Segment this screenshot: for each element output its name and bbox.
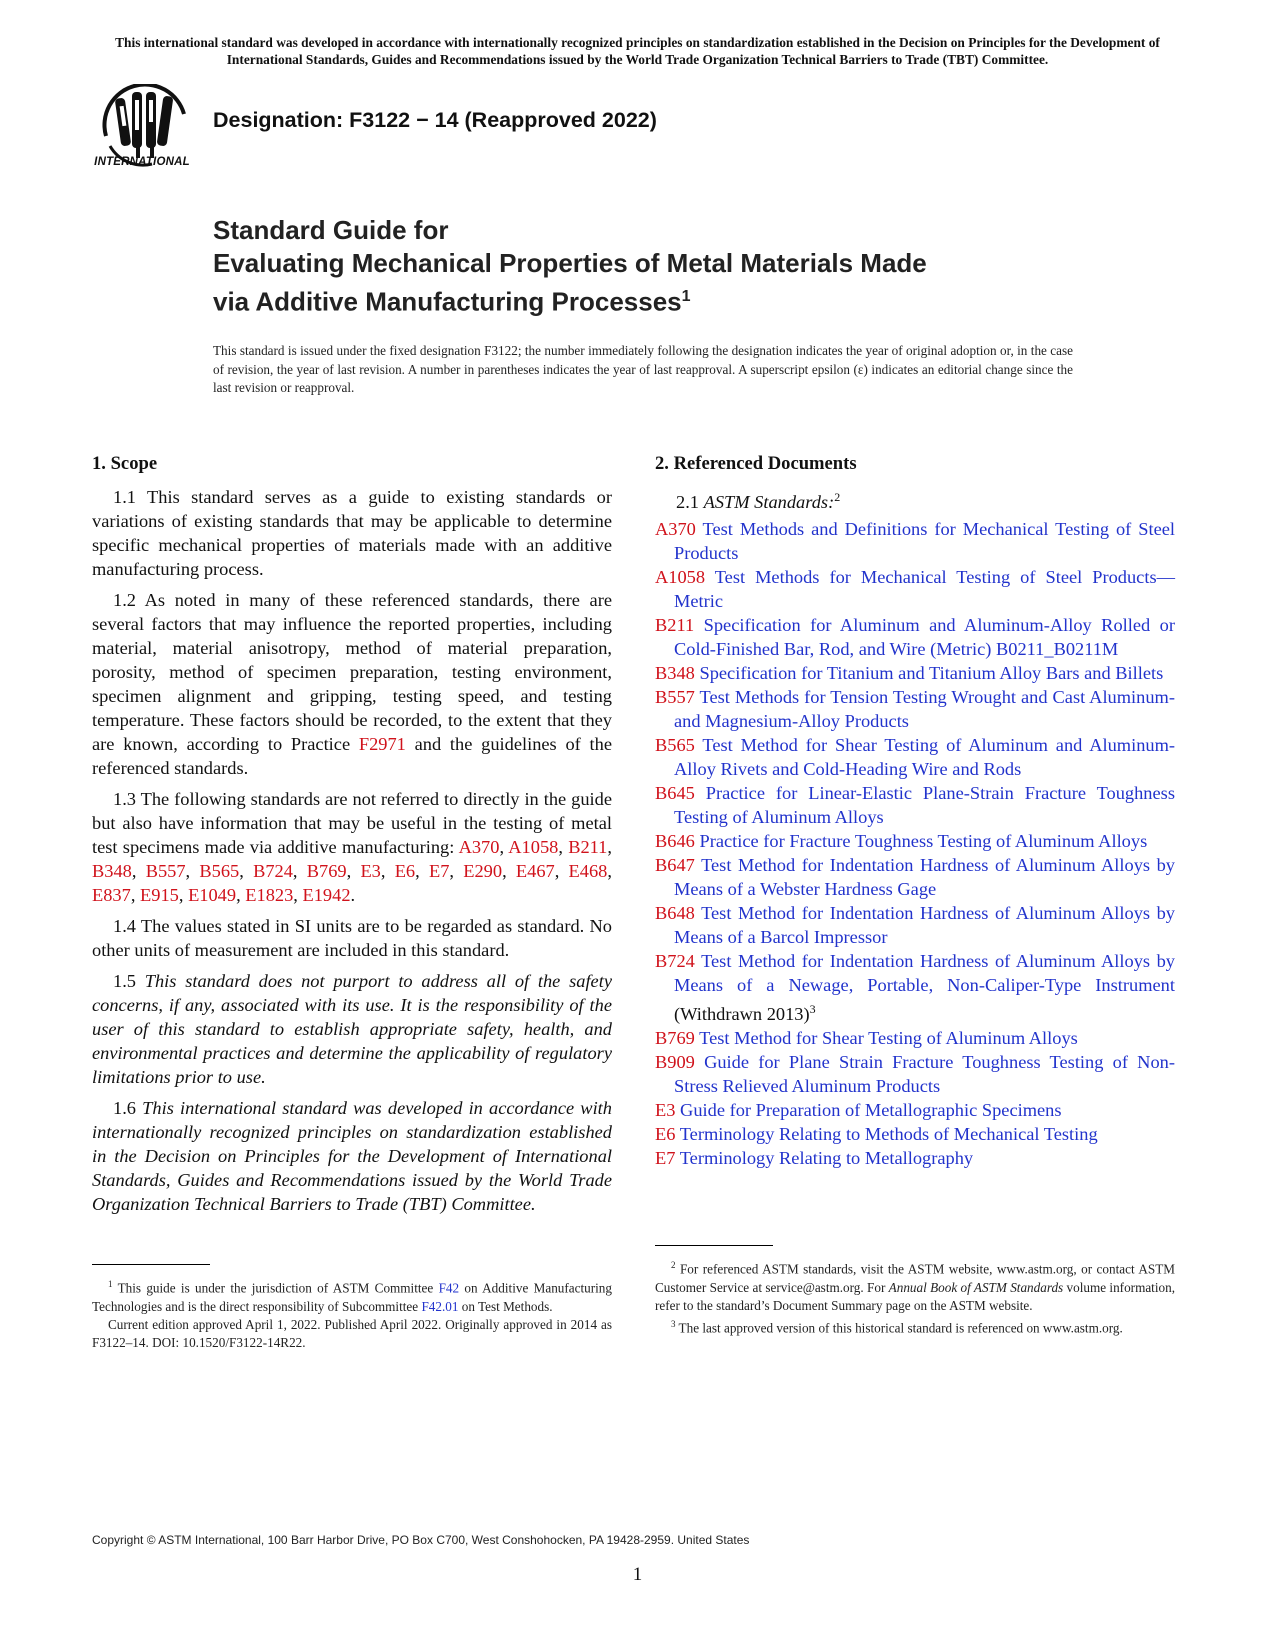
ref-link-e290[interactable]: E290 <box>463 861 503 881</box>
references-subsection-label: ASTM Standards: <box>703 492 835 513</box>
reference-code[interactable]: B645 <box>655 783 695 804</box>
ref-link-b557[interactable]: B557 <box>145 861 186 881</box>
link-separator: , <box>236 885 246 905</box>
link-separator: , <box>415 861 429 881</box>
ref-link-e7[interactable]: E7 <box>428 861 450 881</box>
reference-title[interactable]: Test Method for Indentation Hardness of Aluminum Alloys by Means of a Barcol Impressor <box>674 903 1175 948</box>
reference-code[interactable]: B724 <box>655 951 695 972</box>
reference-item[interactable] <box>655 901 1175 949</box>
ref-link-b565[interactable]: B565 <box>199 861 240 881</box>
references-list <box>655 517 1175 1170</box>
references-footnote-mark: 2 <box>834 490 841 504</box>
scope-para-1-4: 1.4 The values stated in SI units are to be regarded as standard. No other units of measurement are included in this standard. <box>92 916 612 960</box>
title-line-1: Standard Guide for <box>213 215 449 245</box>
link-separator: , <box>380 861 395 881</box>
reference-title[interactable]: Practice for Fracture Toughness Testing of Aluminum Alloys <box>699 831 1148 852</box>
footnote-3-text: The last approved version of this historical standard is referenced on www.astm.org. <box>675 1320 1123 1336</box>
scope-para-1-2 <box>92 588 612 780</box>
scope-heading: 1. Scope <box>92 453 158 474</box>
footnote-2-italic: Annual Book of ASTM Standards <box>888 1279 1064 1295</box>
issuance-statement: This standard is issued under the fixed designation F3122; the number immediately following the designation indicates the year of original adoption or, in the case of revision, the year of last revision. A number in parentheses indicates the year of last reapproval. A superscript epsilon (ε) indicates an editorial change since the last revision or reapproval. <box>213 343 1073 395</box>
link-separator: , <box>607 861 612 881</box>
footnote-3-mark: 3 <box>671 1319 676 1329</box>
ref-link-f2971[interactable]: F2971 <box>358 734 406 754</box>
link-separator: , <box>185 861 200 881</box>
ref-link-b211[interactable]: B211 <box>568 837 608 857</box>
ref-link-b724[interactable]: B724 <box>253 861 293 881</box>
footnote-1-text-b: on Additive Manufacturing Technologies and is the direct responsibility of Subcommittee <box>92 1280 612 1314</box>
ref-link-e1942[interactable]: E1942 <box>302 885 351 905</box>
link-f42-01[interactable]: F42.01 <box>421 1298 459 1314</box>
link-separator: , <box>554 861 569 881</box>
reference-title[interactable]: Guide for Preparation of Metallographic Specimens <box>680 1100 1062 1121</box>
reference-code[interactable]: B647 <box>655 855 695 876</box>
scope-para-1-6-text: This international standard was developed in accordance with internationally recognized principles on standardization established in the Decision on Principles for the Development of International Standards, Guides and Recommendations issued by the World Trade Organization Technical Barriers to Trade (TBT) Committee. <box>92 1098 612 1214</box>
scope-para-1-2-text-a: 1.2 As noted in many of these referenced standards, there are several factors that may influence the reported properties, including material, material anisotropy, method of material preparation, porosity, method of specimen preparation, testing environment, specimen alignment and gripping, testing speed, and testing temperature. These factors should be recorded, to the extent that they are known, according to Practice <box>92 590 612 754</box>
reference-item[interactable] <box>655 1122 1175 1146</box>
ref-link-e837[interactable]: E837 <box>92 885 131 905</box>
reference-code[interactable]: B648 <box>655 903 695 924</box>
link-f42[interactable]: F42 <box>438 1280 460 1296</box>
reference-title[interactable]: Specification for Titanium and Titanium Alloy Bars and Billets <box>699 663 1164 684</box>
designation: Designation: F3122 − 14 (Reapproved 2022) <box>213 108 657 132</box>
footnote-1 <box>92 1275 612 1352</box>
link-separator: , <box>346 861 361 881</box>
header-notice: This international standard was developed in accordance with internationally recognized principles on standardization established in the Decision on Principles for the Development of International Standards, Guides and Recommendations issued by the World Trade Organization Technical Barriers to Trade (TBT) Committee. <box>115 35 1160 67</box>
footnote-1-text-a: This guide is under the jurisdiction of ASTM Committee <box>112 1280 439 1296</box>
ref-link-e915[interactable]: E915 <box>140 885 179 905</box>
scope-para-1-6-number: 1.6 <box>113 1098 143 1118</box>
ref-link-e467[interactable]: E467 <box>515 861 555 881</box>
reference-title[interactable]: Test Methods for Mechanical Testing of Steel Products—Metric <box>674 567 1175 612</box>
link-separator: , <box>178 885 189 905</box>
scope-column <box>92 452 612 1223</box>
link-separator: , <box>293 885 303 905</box>
link-separator: , <box>558 837 569 857</box>
footnote-2-text-b: volume information, refer to the standard’s Document Summary page on the ASTM website. <box>655 1279 1175 1313</box>
reference-item[interactable] <box>655 733 1176 781</box>
reference-item[interactable] <box>655 853 1175 901</box>
reference-title[interactable]: Test Method for Indentation Hardness of Aluminum Alloys by Means of a Webster Hardness Gage <box>674 855 1175 900</box>
ref-link-e468[interactable]: E468 <box>568 861 608 881</box>
scope-para-1-6 <box>92 1096 612 1216</box>
reference-code[interactable]: B909 <box>655 1052 695 1073</box>
reference-code[interactable]: A1058 <box>655 567 706 588</box>
reference-title[interactable]: Guide for Plane Strain Fracture Toughness Testing of Non-Stress Relieved Aluminum Products <box>674 1052 1175 1097</box>
reference-item[interactable] <box>655 949 1175 1026</box>
reference-note: (Withdrawn 2013) <box>674 1004 810 1025</box>
reference-code[interactable]: E7 <box>655 1148 676 1169</box>
link-separator: , <box>292 861 307 881</box>
document-title <box>213 214 1113 319</box>
link-separator: , <box>131 861 146 881</box>
reference-item[interactable] <box>655 781 1175 829</box>
scope-para-1-5-number: 1.5 <box>113 971 145 991</box>
references-column <box>655 452 1175 1170</box>
reference-code[interactable]: B769 <box>655 1028 695 1049</box>
reference-code[interactable]: B646 <box>655 831 695 852</box>
footnote-2-text-a: For referenced ASTM standards, visit the ASTM website, www.astm.org, or contact ASTM Customer Service at service@astm.org. For <box>655 1261 1175 1295</box>
footnote-3 <box>655 1315 1175 1338</box>
title-footnote-mark: 1 <box>681 288 691 305</box>
reference-title[interactable]: Test Method for Shear Testing of Aluminum Alloys <box>699 1028 1078 1049</box>
reference-item[interactable] <box>655 1146 1175 1170</box>
reference-item[interactable] <box>655 1050 1175 1098</box>
title-line-2: Evaluating Mechanical Properties of Metal Materials Made <box>213 248 927 278</box>
reference-code[interactable]: B348 <box>655 663 695 684</box>
reference-code[interactable]: E3 <box>655 1100 676 1121</box>
reference-title[interactable]: Terminology Relating to Metallography <box>679 1148 974 1169</box>
reference-title[interactable]: Test Method for Shear Testing of Aluminum and Aluminum-Alloy Rivets and Cold-Heading Wire and Rods <box>674 735 1176 780</box>
footnote-2 <box>655 1256 1175 1315</box>
footnote-2-mark: 2 <box>671 1260 676 1270</box>
footnote-rule-left <box>92 1264 210 1265</box>
references-subsection <box>676 485 1175 514</box>
link-separator: , <box>607 837 612 857</box>
reference-title[interactable]: Test Method for Indentation Hardness of Aluminum Alloys by Means of a Newage, Portable, Non-Caliper-Type Instrument <box>674 951 1175 996</box>
reference-code[interactable]: A370 <box>655 519 696 540</box>
reference-item[interactable] <box>655 565 1175 613</box>
footnote-1-mark: 1 <box>108 1279 113 1289</box>
link-separator: , <box>239 861 254 881</box>
reference-title[interactable]: Terminology Relating to Methods of Mechanical Testing <box>679 1124 1098 1145</box>
reference-footnote-mark: 3 <box>809 1002 816 1017</box>
footnote-1-text-c: on Test Methods. <box>458 1298 553 1314</box>
reference-title[interactable]: Test Methods for Tension Testing Wrought and Cast Aluminum- and Magnesium-Alloy Products <box>674 687 1175 732</box>
astm-logo <box>92 84 200 184</box>
reference-title[interactable]: Practice for Linear-Elastic Plane-Strain Fracture Toughness Testing of Aluminum Alloys <box>674 783 1175 828</box>
reference-code[interactable]: B557 <box>655 687 695 708</box>
scope-para-1-1: 1.1 This standard serves as a guide to existing standards or variations of existing standards that may be applicable to determine specific mechanical properties of materials made with an additive manufacturing process. <box>92 487 612 579</box>
reference-item[interactable] <box>655 661 1175 685</box>
scope-para-1-5 <box>92 969 612 1089</box>
footnotes-right <box>655 1256 1175 1338</box>
references-heading: 2. Referenced Documents <box>655 453 857 474</box>
page-number: 1 <box>632 1564 643 1585</box>
reference-code[interactable]: B565 <box>655 735 695 756</box>
scope-para-1-5-text: This standard does not purport to address all of the safety concerns, if any, associated with its use. It is the responsibility of the user of this standard to establish appropriate safety, health, and environmental practices and determine the applicability of regulatory limitations prior to use. <box>92 971 612 1087</box>
scope-para-1-3: 1.3 The following standards are not referred to directly in the guide but also have information that may be useful in the testing of metal test specimens made via additive manufacturing: A370, A1058, B211, B348, B557, B565, B724, B769, E3, E6, E7, E290, E467, E468, E837, E915, E1049, E1823, E1942. <box>92 789 612 905</box>
logo-text: INTERNATIONAL <box>94 156 190 168</box>
reference-item[interactable] <box>655 1098 1175 1122</box>
ref-link-e1049[interactable]: E1049 <box>188 885 237 905</box>
footnote-1-approval: Current edition approved April 1, 2022. Published April 2022. Originally approved in 2014 as F3122–14. DOI: 10.1520/F3122-14R22. <box>92 1316 612 1350</box>
link-separator: , <box>449 861 464 881</box>
reference-title[interactable]: Test Methods and Definitions for Mechanical Testing of Steel Products <box>674 519 1176 564</box>
reference-item[interactable] <box>655 829 1175 853</box>
ref-link-b769[interactable]: B769 <box>306 861 347 881</box>
ref-link-b348[interactable]: B348 <box>92 861 132 881</box>
link-separator: , <box>130 885 141 905</box>
reference-title[interactable]: Specification for Aluminum and Aluminum-Alloy Rolled or Cold-Finished Bar, Rod, and Wire (Metric) B0211_B0211M <box>674 615 1175 660</box>
ref-link-e6[interactable]: E6 <box>394 861 416 881</box>
reference-code[interactable]: B211 <box>655 615 695 636</box>
references-subsection-number: 2.1 <box>676 492 704 513</box>
copyright: Copyright © ASTM International, 100 Barr Harbor Drive, PO Box C700, West Conshohocken, PA 19428-2959. United States <box>92 1533 750 1547</box>
title-line-3-text: via Additive Manufacturing Processes <box>213 286 682 317</box>
reference-item[interactable] <box>655 613 1175 661</box>
link-separator: , <box>499 837 509 857</box>
footnote-1-para <box>92 1275 612 1316</box>
ref-link-e1823[interactable]: E1823 <box>245 885 294 905</box>
ref-link-e3[interactable]: E3 <box>360 861 381 881</box>
title-line-3 <box>213 280 1113 319</box>
reference-item[interactable] <box>655 1026 1175 1050</box>
reference-item[interactable] <box>655 685 1175 733</box>
footnote-rule-right <box>655 1245 773 1246</box>
link-separator: , <box>502 861 516 881</box>
ref-link-a370[interactable]: A370 <box>458 837 500 857</box>
scope-para-1-2-text-b: and the guidelines of the referenced standards. <box>92 734 612 778</box>
scope-para-1-3-text: 1.3 The following standards are not referred to directly in the guide but also have information that may be useful in the testing of metal test specimens made via additive manufacturing: <box>92 789 612 857</box>
reference-code[interactable]: E6 <box>655 1124 676 1145</box>
ref-link-a1058[interactable]: A1058 <box>508 837 559 857</box>
reference-item[interactable] <box>655 517 1176 565</box>
